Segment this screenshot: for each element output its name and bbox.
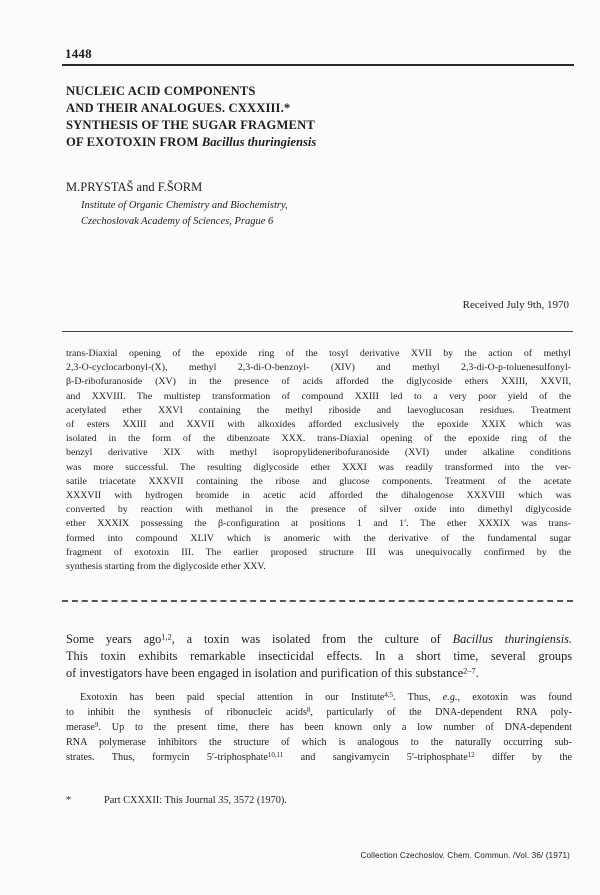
received-date: Received July 9th, 1970 <box>462 299 569 311</box>
abstract-line: trans-Diaxial opening of the epoxide ring of the tosyl derivative XVII by the action of methyl <box>66 348 571 359</box>
intro-text: . <box>475 666 479 681</box>
subtitle-line <box>66 134 566 151</box>
abstract-line: formed into compound XLIV which is anomeric with the derivative of the fundamental sugar <box>66 532 571 544</box>
abstract-line: synthesis starting from the diglycoside ether XXV. <box>66 561 266 573</box>
body-text: to inhibit the synthesis of ribonucleic acids <box>66 707 307 718</box>
citation-ref: 2–7 <box>463 666 476 676</box>
species-name: Bacillus thuringiensis <box>201 135 317 149</box>
intro-text: Some years ago <box>66 632 162 646</box>
intro-line <box>66 631 572 648</box>
species-name: Bacillus thuringiensis. <box>452 632 572 646</box>
body-text: and sangivamycin 5′-triphosphate <box>283 752 468 763</box>
affiliation-line: Institute of Organic Chemistry and Biochemistry, <box>81 200 288 211</box>
citation-ref: 4,5 <box>384 691 394 699</box>
citation-ref: 9 <box>94 721 99 729</box>
authors: M.PRYSTAŠ and F.ŠORM <box>66 180 203 194</box>
subtitle-line: SYNTHESIS OF THE SUGAR FRAGMENT <box>66 118 315 132</box>
affiliation-line: Czechoslovak Academy of Sciences, Prague 6 <box>81 215 274 227</box>
abstract-line: XXXVII with hydrogen bromide in acetic acid afforded the dihalogenose XXXVIII which was <box>66 490 571 502</box>
body-text: , exotoxin was found <box>457 692 572 703</box>
abstract-line: was more successful. The resulting diglycoside ether XXXI was readily transformed into the ver- <box>66 461 571 473</box>
citation-ref: 1,2 <box>161 632 172 642</box>
intro-paragraph <box>66 631 572 683</box>
abstract-line: isolated in the form of the dibenzoate XXX. trans-Diaxial opening of the epoxide ring of the <box>66 433 571 445</box>
abstract-line: converted by reaction with methanol in the presence of silver oxide into dimethyl diglycoside <box>66 504 571 516</box>
body-line <box>66 690 572 705</box>
footnote-mark: * <box>66 795 72 806</box>
footnote <box>66 795 566 806</box>
intro-text: , a toxin was isolated from the culture of <box>171 632 453 646</box>
abstract <box>66 347 571 574</box>
abstract-line: of esters XXIII and XXVII with alkoxides afforded exclusively the epoxide XXIX which was <box>66 419 571 431</box>
intro-line <box>66 665 572 682</box>
body-text: . Up to the present time, there has been known only a low number of DNA-dependent <box>98 722 572 733</box>
citation-ref: 12 <box>467 751 475 759</box>
body-text: strates. Thus, formycin 5′-triphosphate <box>66 752 268 763</box>
title-line: NUCLEIC ACID COMPONENTS <box>66 84 256 98</box>
page-number: 1448 <box>65 46 92 61</box>
journal-volume: 35 <box>218 795 229 806</box>
journal-footer: Collection Czechoslov. Chem. Commun. /Vol. 36/ (1971) <box>360 851 570 860</box>
abstract-line: 2,3-O-cyclocarbonyl-(X), methyl 2,3-di-O-benzoyl- (XIV) and methyl 2,3-di-O-p-toluenesulfonyl- <box>66 362 571 374</box>
body-line <box>66 750 572 765</box>
body-line <box>66 705 572 720</box>
body-paragraph <box>66 690 572 765</box>
footnote-text: , 3572 (1970). <box>228 795 287 806</box>
article-title <box>66 83 566 151</box>
citation-ref: 10,11 <box>267 751 284 759</box>
body-text: differ by the <box>474 752 572 763</box>
abstract-line: fragment of exotoxin III. The earlier proposed structure III was unequivocally confirmed by the <box>66 546 571 558</box>
title-line: AND THEIR ANALOGUES. CXXXIII.* <box>66 101 291 115</box>
body-text: , particularly of the DNA-dependent RNA poly- <box>310 707 572 718</box>
body-line <box>66 720 572 735</box>
intro-text: of investigators have been engaged in isolation and purification of this substance <box>66 666 464 681</box>
abstract-line: ether XXXIX possessing the β-configuration at positions 1 and 1′. The ether XXXIX was trans- <box>66 518 571 530</box>
intro-line: This toxin exhibits remarkable insecticidal effects. In a short time, several groups <box>66 649 572 664</box>
abstract-line: acetylated ether XXVI containing the methyl riboside and laevoglucosan residues. Treatment <box>66 404 571 416</box>
body-text: Exotoxin has been paid special attention in our Institute <box>80 692 385 703</box>
subtitle-text: OF EXOTOXIN FROM <box>66 135 202 149</box>
abstract-line: and XXVIII. The multistep transformation of compound XXIII led to a very poor yield of the <box>66 390 571 402</box>
body-text: e.g. <box>442 692 458 703</box>
body-line: RNA polymerase inhibitors the structure of which is analogous to the naturally occurring sub- <box>66 737 572 748</box>
abstract-line: β-D-ribofuranoside (XV) in the presence of acids afforded the diglycoside ethers XXIII, XXVII, <box>66 376 571 388</box>
abstract-line: benzyl derivative XIX with methyl isopropylideneribofuranoside (XVI) under alkaline conditions <box>66 447 571 459</box>
abstract-bottom-rule <box>62 600 573 602</box>
body-text: merase <box>66 722 95 733</box>
affiliation <box>81 198 501 229</box>
body-text: . Thus, <box>393 692 443 703</box>
citation-ref: 8 <box>306 706 311 714</box>
abstract-top-rule <box>62 331 573 332</box>
abstract-line: satile triacetate XXXVII containing the ribose and glucose components. Treatment of the acetate <box>66 475 571 487</box>
header-rule <box>62 64 574 66</box>
footnote-text: Part CXXXII: This Journal <box>104 795 219 806</box>
